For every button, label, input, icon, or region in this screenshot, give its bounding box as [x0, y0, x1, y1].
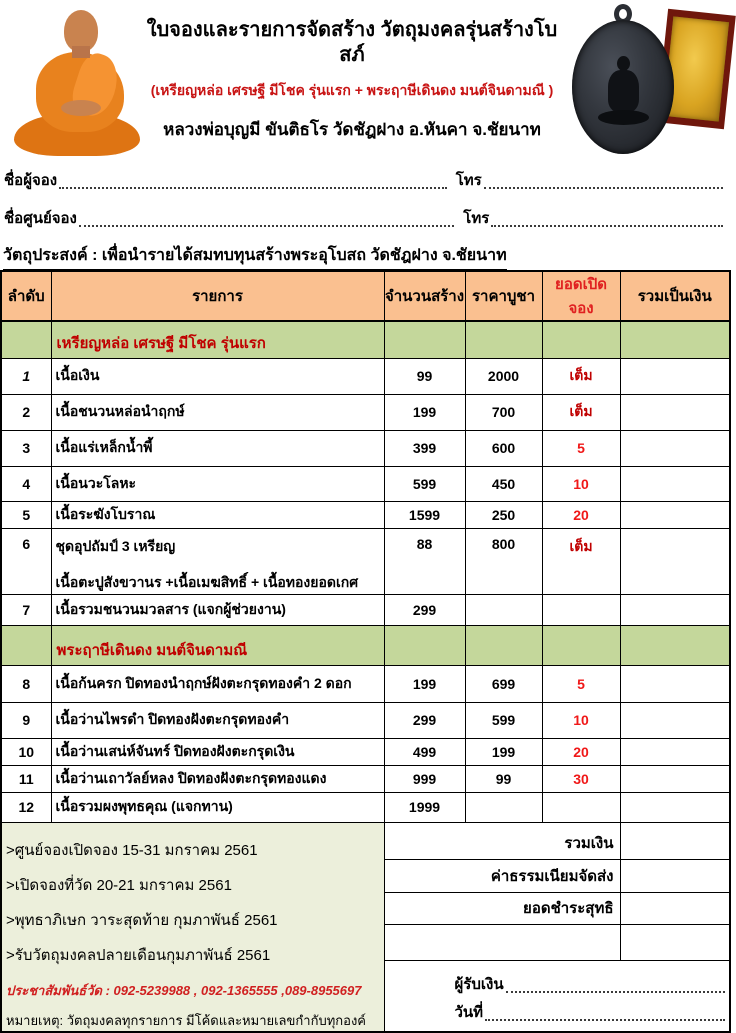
item-cell: เนื้อรวมชนวนมวลสาร (แจกผู้ช่วยงาน) [51, 594, 384, 625]
empty-cell [620, 924, 730, 960]
section-header-cell [384, 625, 465, 665]
table-row [1, 430, 730, 466]
amount-cell[interactable] [620, 394, 730, 430]
reserver-name-field[interactable] [59, 175, 447, 189]
price-cell [465, 792, 542, 822]
item-cell: เนื้อระฆังโบราณ [51, 501, 384, 528]
medallion-amulet-photo [572, 4, 674, 156]
section-header: เหรียญหล่อ เศรษฐี มีโชค รุ่นแรก [51, 321, 384, 358]
amount-cell[interactable] [620, 466, 730, 501]
section-header-cell [542, 321, 620, 358]
total-label-2: ยอดชำระสุทธิ [384, 893, 620, 925]
row-number-cell: 4 [1, 466, 51, 501]
table-row [1, 765, 730, 792]
center-name-field[interactable] [79, 213, 454, 227]
reserved-cell: 10 [542, 702, 620, 738]
schedule-panel [1, 822, 384, 1032]
amount-cell[interactable] [620, 702, 730, 738]
row-number-cell: 6 [1, 528, 51, 594]
column-header-3: ราคาบูชา [465, 271, 542, 321]
reserved-cell: เต็ม [542, 528, 620, 594]
reserved-cell [542, 792, 620, 822]
section-header-cell [465, 321, 542, 358]
signature-box [384, 960, 730, 1031]
schedule-line-1: >เปิดจองที่วัด 20-21 มกราคม 2561 [6, 876, 232, 894]
qty-cell: 199 [384, 665, 465, 702]
reserved-cell: 20 [542, 501, 620, 528]
qty-cell: 199 [384, 394, 465, 430]
reserved-cell: 20 [542, 738, 620, 765]
qty-cell: 299 [384, 594, 465, 625]
table-row [1, 358, 730, 394]
table-row [1, 501, 730, 528]
reserved-cell: 5 [542, 430, 620, 466]
item-cell: เนื้อว่านไพรดำ ปิดทองฝังตะกรุดทองคำ [51, 702, 384, 738]
qty-cell: 599 [384, 466, 465, 501]
price-cell: 99 [465, 765, 542, 792]
table-row [1, 394, 730, 430]
amount-cell[interactable] [620, 358, 730, 394]
temple-line: หลวงพ่อบุญมี ขันติธโร วัดชัฎฝาง อ.หันคา จ.ชัยนาท [163, 120, 541, 139]
section-header-cell [384, 321, 465, 358]
row-number-cell: 8 [1, 665, 51, 702]
item-cell: เนื้อนวะโลหะ [51, 466, 384, 501]
row-number-cell: 7 [1, 594, 51, 625]
section-header: พระฤาษีเดินดง มนต์จินดามณี [51, 625, 384, 665]
row-number-cell: 2 [1, 394, 51, 430]
qty-cell: 299 [384, 702, 465, 738]
table-row [1, 528, 730, 594]
monk-photo-neck [72, 46, 90, 58]
receiver-signature-field-label: ผู้รับเงิน [454, 975, 504, 993]
order-table [0, 270, 731, 1033]
amount-cell[interactable] [620, 501, 730, 528]
reserved-cell: เต็ม [542, 394, 620, 430]
receiver-signature-field[interactable] [506, 979, 725, 993]
total-label-0: รวมเงิน [384, 822, 620, 859]
section-header-cell [1, 321, 51, 358]
amount-cell[interactable] [620, 765, 730, 792]
price-cell: 600 [465, 430, 542, 466]
table-row [1, 594, 730, 625]
price-cell: 250 [465, 501, 542, 528]
monk-photo [6, 2, 146, 158]
qty-cell: 99 [384, 358, 465, 394]
date-field[interactable] [485, 1007, 725, 1021]
price-cell: 800 [465, 528, 542, 594]
item-cell: เนื้อรวมผงพุทธคุณ (แจกทาน) [51, 792, 384, 822]
price-cell: 700 [465, 394, 542, 430]
purpose-line: วัตถุประสงค์ : เพื่อนำรายได้สมทบทุนสร้างพระอุโบสถ วัดชัฎฝาง จ.ชัยนาท [3, 243, 507, 271]
center-phone-label: โทร [463, 210, 490, 227]
amount-cell[interactable] [620, 665, 730, 702]
empty-cell [384, 924, 620, 960]
form-subtitle: (เหรียญหล่อ เศรษฐี มีโชค รุ่นแรก + พระฤาษีเดินดง มนต์จินดามณี ) [150, 82, 554, 98]
qty-cell: 999 [384, 765, 465, 792]
row-number-cell: 9 [1, 702, 51, 738]
note-line: หมายเหตุ: วัตถุมงคลทุกรายการ มีโค้ดและหมายเลขกำกับทุกองค์ [6, 1012, 366, 1028]
section-header-cell [465, 625, 542, 665]
monk-photo-hands [61, 100, 101, 116]
contact-phones: ประชาสัมพันธ์วัด : 092-5239988 , 092-1365555 ,089-8955697 [6, 982, 362, 998]
row-number-cell: 5 [1, 501, 51, 528]
table-row [1, 738, 730, 765]
column-header-0: ลำดับ [1, 271, 51, 321]
table-row [1, 792, 730, 822]
qty-cell: 1999 [384, 792, 465, 822]
schedule-line-0: >ศูนย์จองเปิดจอง 15-31 มกราคม 2561 [6, 841, 258, 859]
item-cell: ชุดอุปถัมป์ 3 เหรียญ เนื้อตะปูสังขวานร +เนื้อเมฆสิทธิ์ + เนื้อทองยอดเกศ [51, 528, 384, 594]
schedule-line-2: >พุทธาภิเษก วาระสุดท้าย กุมภาพันธ์ 2561 [6, 911, 278, 929]
date-field-label: วันที่ [454, 1003, 484, 1021]
qty-cell: 1599 [384, 501, 465, 528]
medallion-base [598, 110, 649, 125]
total-value-cell[interactable] [620, 822, 730, 859]
row-number-cell: 10 [1, 738, 51, 765]
price-cell: 699 [465, 665, 542, 702]
qty-cell: 88 [384, 528, 465, 594]
row-number-cell: 1 [1, 358, 51, 394]
amount-cell[interactable] [620, 594, 730, 625]
reserved-cell [542, 594, 620, 625]
item-cell: เนื้อว่านเสน่ห์จันทร์ ปิดทองฝังตะกรุดเงิน [51, 738, 384, 765]
table-row [1, 702, 730, 738]
section-header-cell [620, 625, 730, 665]
qty-cell: 499 [384, 738, 465, 765]
row-number-cell: 12 [1, 792, 51, 822]
reserved-cell: เต็ม [542, 358, 620, 394]
price-cell: 450 [465, 466, 542, 501]
total-value-cell[interactable] [620, 859, 730, 893]
price-cell: 199 [465, 738, 542, 765]
header [138, 18, 566, 143]
item-cell: เนื้อว่านเถาวัลย์หลง ปิดทองฝังตะกรุดทองแดง [51, 765, 384, 792]
reserved-cell: 30 [542, 765, 620, 792]
center-name-label: ชื่อศูนย์จอง [4, 210, 77, 227]
reserver-phone-field[interactable] [484, 175, 723, 189]
table-row [1, 665, 730, 702]
medallion-monk-figure [617, 56, 630, 71]
price-cell: 599 [465, 702, 542, 738]
amount-cell[interactable] [620, 738, 730, 765]
reserver-line [4, 168, 726, 192]
row-number-cell: 11 [1, 765, 51, 792]
amount-cell[interactable] [620, 792, 730, 822]
reserver-phone-label: โทร [455, 172, 482, 189]
column-header-2: จำนวนสร้าง [384, 271, 465, 321]
schedule-line-3: >รับวัตถุมงคลปลายเดือนกุมภาพันธ์ 2561 [6, 946, 271, 964]
price-cell: 2000 [465, 358, 542, 394]
reserved-cell: 5 [542, 665, 620, 702]
form-title: ใบจองและรายการจัดสร้าง วัตถุมงคลรุ่นสร้างโบสภ์ [146, 19, 558, 66]
qty-cell: 399 [384, 430, 465, 466]
item-cell: เนื้อเงิน [51, 358, 384, 394]
column-header-5: รวมเป็นเงิน [620, 271, 730, 321]
amount-cell[interactable] [620, 528, 730, 594]
total-value-cell[interactable] [620, 893, 730, 925]
item-cell: เนื้อชนวนหล่อนำฤกษ์ [51, 394, 384, 430]
center-phone-field[interactable] [491, 213, 723, 227]
column-header-4: ยอดเปิดจอง [542, 271, 620, 321]
section-header-cell [620, 321, 730, 358]
price-cell [465, 594, 542, 625]
center-line [4, 206, 726, 230]
medallion-monk-body [608, 70, 639, 112]
column-header-1: รายการ [51, 271, 384, 321]
item-cell: เนื้อก้นครก ปิดทองนำฤกษ์ฝังตะกรุดทองคำ 2 ดอก [51, 665, 384, 702]
row-number-cell: 3 [1, 430, 51, 466]
section-header-cell [1, 625, 51, 665]
section-header-cell [542, 625, 620, 665]
item-cell: เนื้อแร่เหล็กน้ำพี้ [51, 430, 384, 466]
amount-cell[interactable] [620, 430, 730, 466]
reserver-name-label: ชื่อผู้จอง [4, 172, 58, 189]
reserved-cell: 10 [542, 466, 620, 501]
table-row [1, 466, 730, 501]
total-label-1: ค่าธรรมเนียมจัดส่ง [384, 859, 620, 893]
